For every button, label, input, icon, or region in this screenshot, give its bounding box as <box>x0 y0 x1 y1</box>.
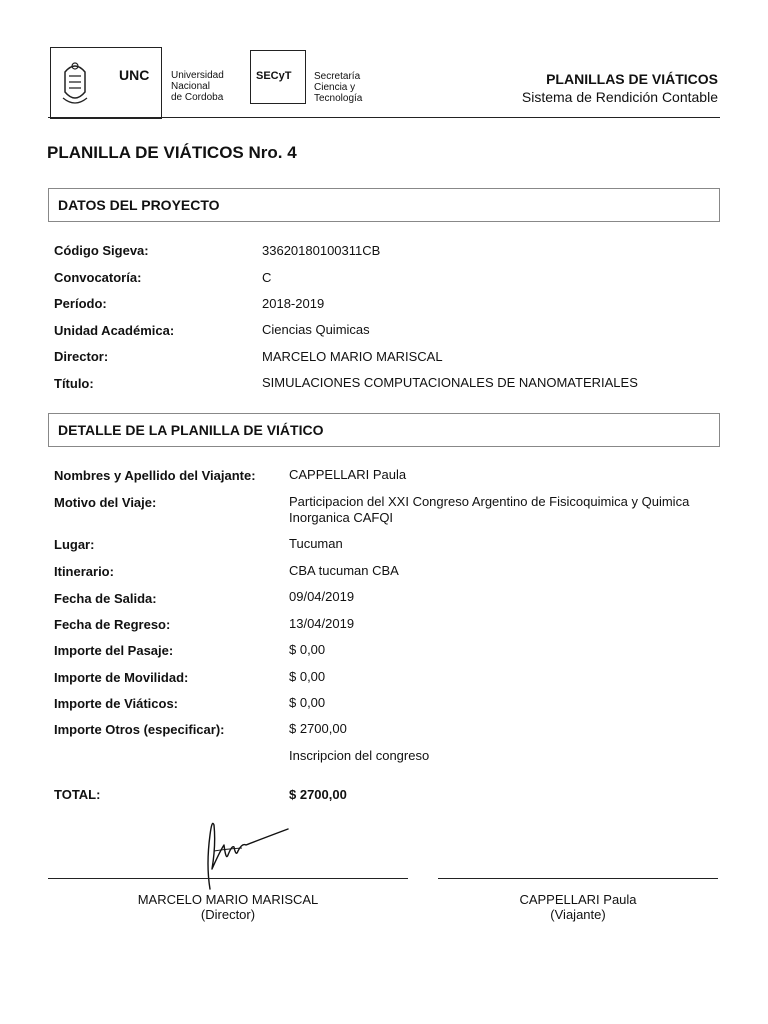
field-label: Nombres y Apellido del Viajante: <box>54 468 256 483</box>
section-datos-proyecto: DATOS DEL PROYECTO <box>48 188 720 222</box>
field-value: $ 0,00 <box>289 669 326 684</box>
field-value: SIMULACIONES COMPUTACIONALES DE NANOMATERIALES <box>262 375 638 390</box>
unc-logo <box>50 47 162 119</box>
header-subtitle: Sistema de Rendición Contable <box>521 89 718 105</box>
field-value: $ 0,00 <box>289 695 326 710</box>
director-signature-block <box>48 892 408 922</box>
field-value: 2018-2019 <box>262 296 325 311</box>
director-signature-icon <box>196 815 296 893</box>
field-label: Convocatoría: <box>54 270 142 285</box>
unc-abbr: UNC <box>119 67 150 83</box>
viajante-role: (Viajante) <box>550 907 606 922</box>
section-detalle-planilla: DETALLE DE LA PLANILLA DE VIÁTICO <box>48 413 720 447</box>
secyt-abbr: SECyT <box>256 70 292 82</box>
director-role: (Director) <box>200 907 256 922</box>
director-name: MARCELO MARIO MARISCAL <box>137 892 319 907</box>
field-label: Itinerario: <box>54 564 114 579</box>
secyt-logo <box>250 50 306 104</box>
field-value: Tucuman <box>289 536 343 551</box>
field-value: Participacion del XXI Congreso Argentino de Fisicoquimica y Quimica Inorganica CAFQI <box>289 494 690 525</box>
viajante-signature-block <box>438 892 718 922</box>
field-value: MARCELO MARIO MARISCAL <box>262 349 443 364</box>
field-label: Lugar: <box>54 537 95 552</box>
field-value: $ 0,00 <box>289 642 326 657</box>
viajante-name: CAPPELLARI Paula <box>519 892 637 907</box>
director-signature-line <box>48 878 408 879</box>
field-label: Importe del Pasaje: <box>54 643 174 658</box>
field-label: Motivo del Viaje: <box>54 495 157 510</box>
field-value: C <box>262 270 272 285</box>
otros-detalle: Inscripcion del congreso <box>289 748 430 763</box>
viajante-signature-line <box>438 878 718 879</box>
field-value: 13/04/2019 <box>289 616 355 631</box>
field-label: Título: <box>54 376 94 391</box>
unc-full-name: Universidad Nacional de Cordoba <box>171 70 224 103</box>
total-label: TOTAL: <box>54 787 101 802</box>
unc-crest-icon <box>61 58 89 108</box>
field-value: $ 2700,00 <box>289 721 347 736</box>
field-value: CBA tucuman CBA <box>289 563 399 578</box>
field-label: Fecha de Regreso: <box>54 617 171 632</box>
field-label: Código Sigeva: <box>54 243 149 258</box>
header-title: PLANILLAS DE VIÁTICOS <box>546 71 718 87</box>
field-label: Director: <box>54 349 109 364</box>
total-value: $ 2700,00 <box>289 787 347 802</box>
field-value: CAPPELLARI Paula <box>289 467 407 482</box>
field-label: Período: <box>54 296 107 311</box>
field-label: Importe de Viáticos: <box>54 696 179 711</box>
secyt-full-name: Secretaría Ciencia y Tecnología <box>314 71 363 104</box>
field-value: 09/04/2019 <box>289 589 355 604</box>
field-label: Fecha de Salida: <box>54 591 157 606</box>
header-divider <box>48 117 720 118</box>
field-label: Importe Otros (especificar): <box>54 722 225 737</box>
field-value: Ciencias Quimicas <box>262 322 370 337</box>
field-label: Importe de Movilidad: <box>54 670 189 685</box>
page-title: PLANILLA DE VIÁTICOS Nro. 4 <box>47 143 297 162</box>
field-value: 33620180100311CB <box>262 243 381 258</box>
field-label: Unidad Académica: <box>54 323 175 338</box>
